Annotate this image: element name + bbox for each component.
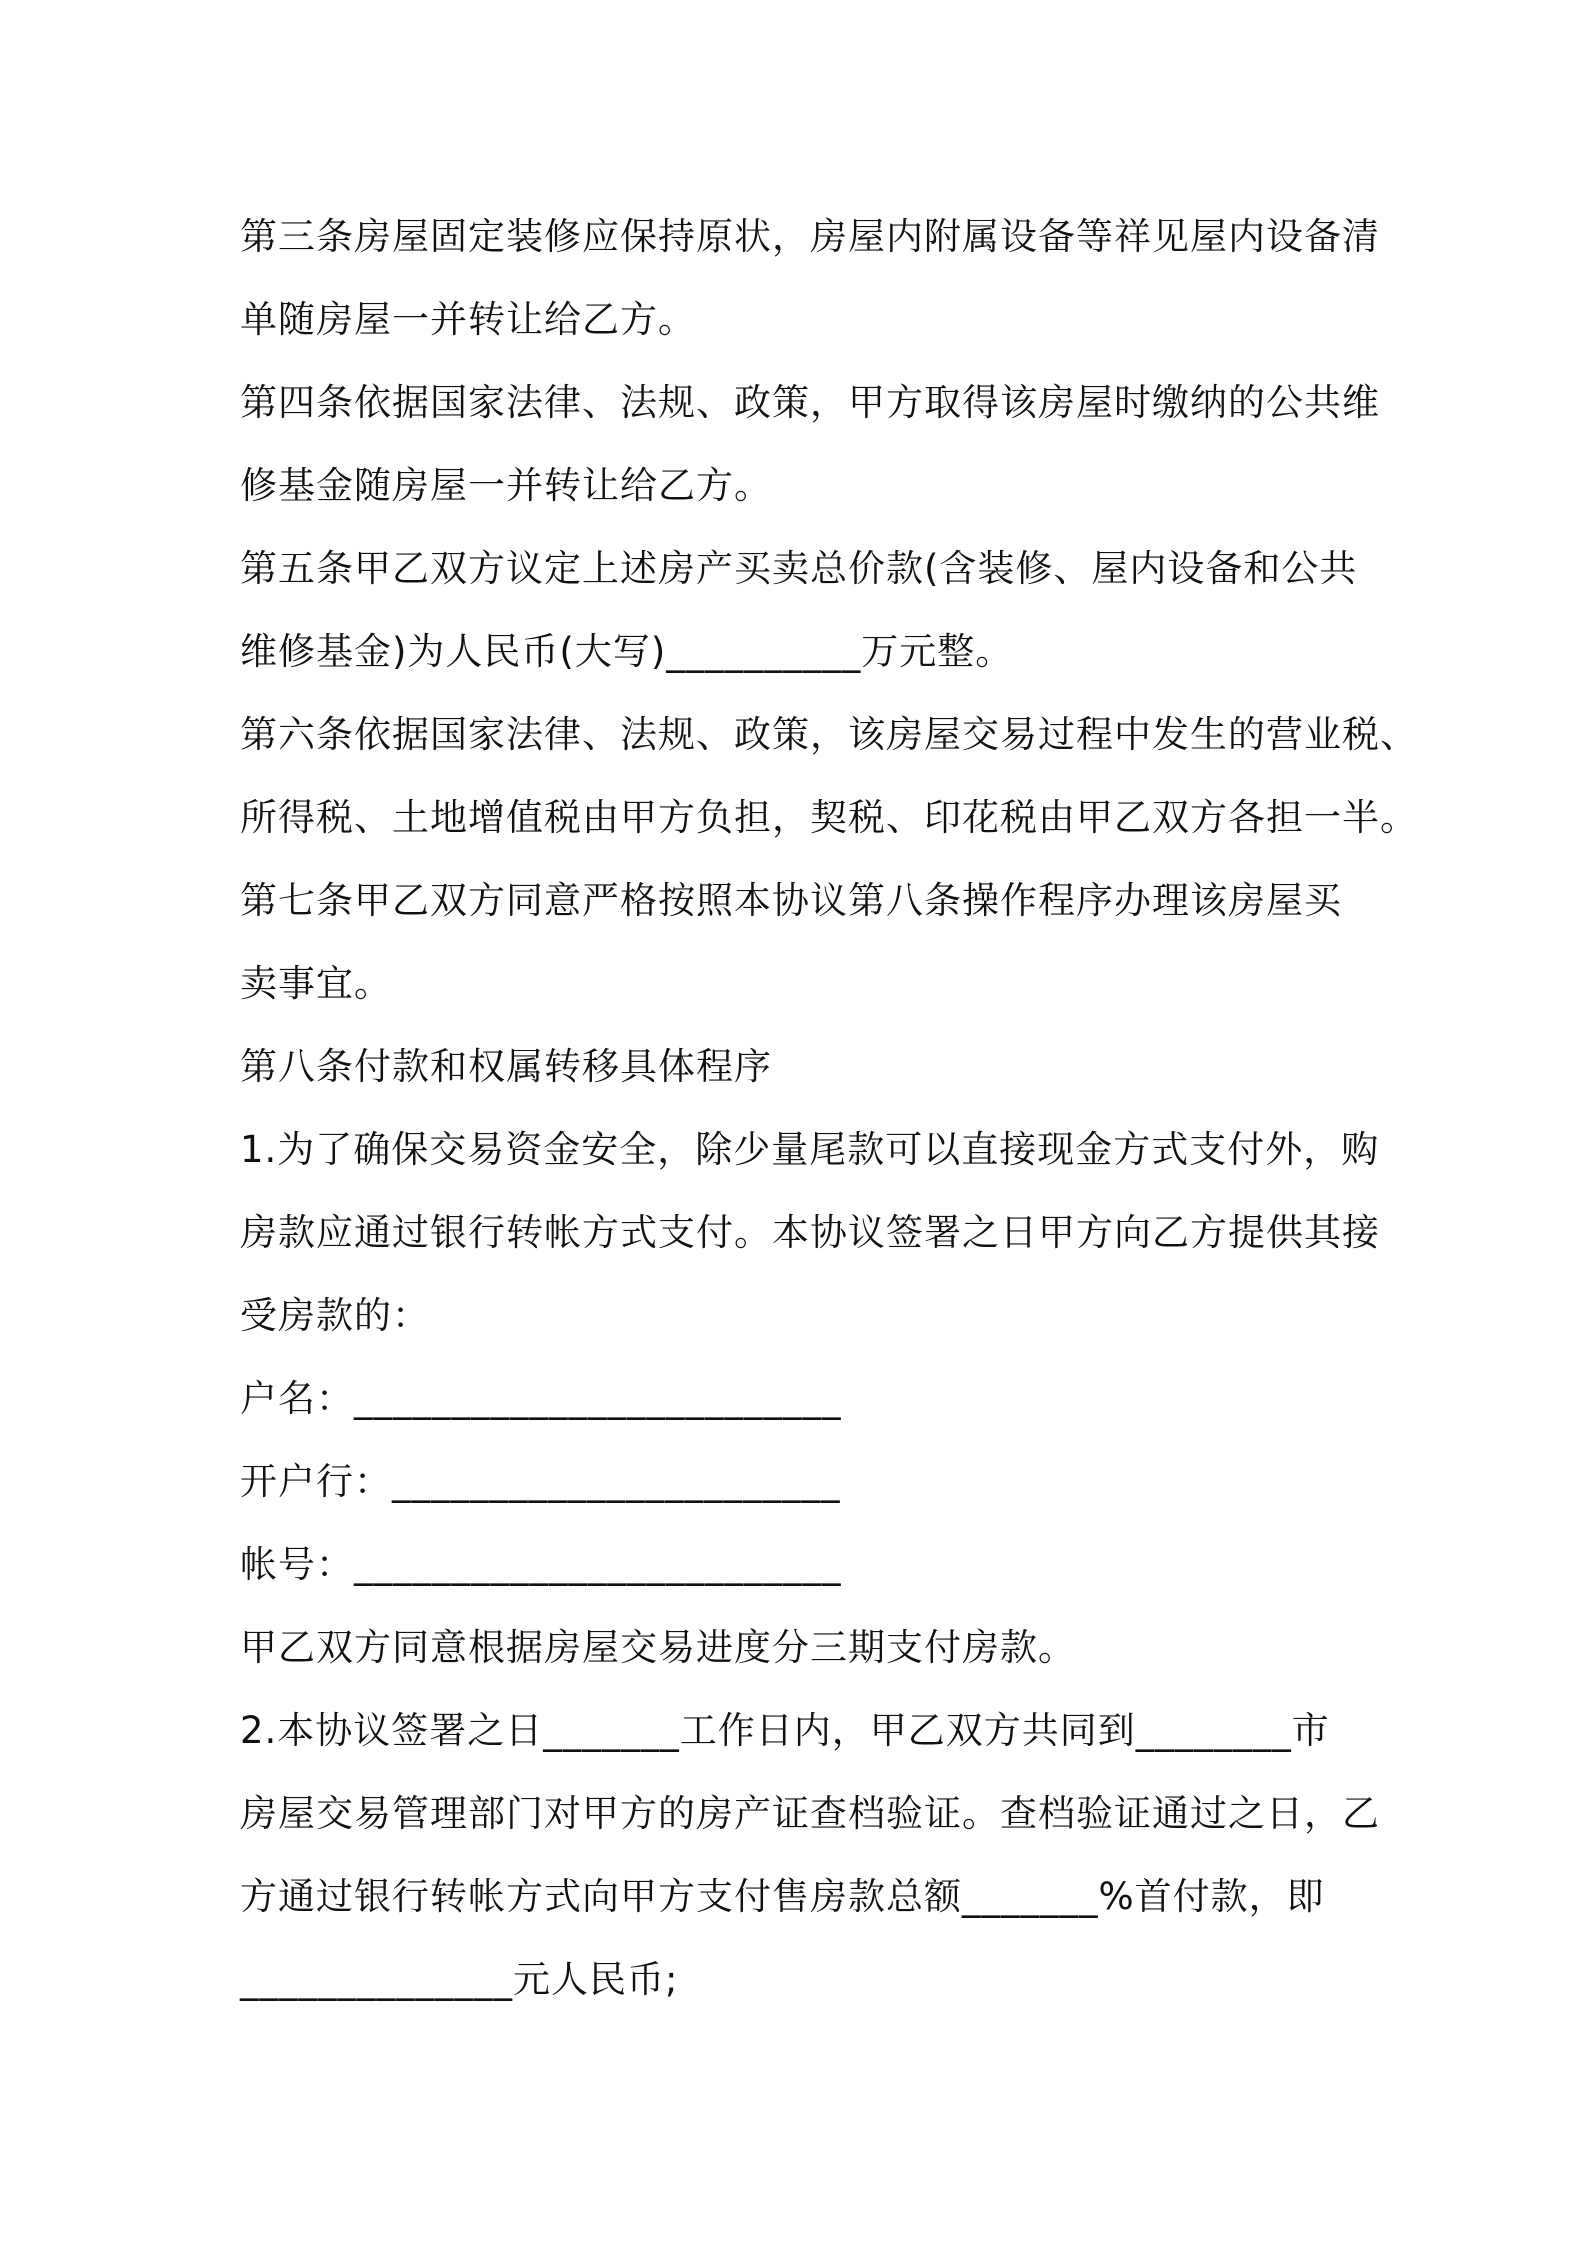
article-3-line-2: 单随房屋一并转让给乙方。 — [240, 298, 696, 341]
article-7-line-1: 第七条甲乙双方同意严格按照本协议第八条操作程序办理该房屋买 — [240, 879, 1342, 922]
clause-1-line-2: 房款应通过银行转帐方式支付。本协议签署之日甲方向乙方提供其接 — [240, 1211, 1380, 1254]
article-7-line-2: 卖事宜。 — [240, 962, 392, 1005]
article-3-line-1: 第三条房屋固定装修应保持原状，房屋内附属设备等祥见屋内设备清 — [240, 215, 1380, 258]
article-8-heading: 第八条付款和权属转移具体程序 — [240, 1045, 772, 1088]
article-5-line-1: 第五条甲乙双方议定上述房产买卖总价款(含装修、屋内设备和公共 — [240, 547, 1358, 590]
clause-1-line-1: 1.为了确保交易资金安全，除少量尾款可以直接现金方式支付外，购 — [240, 1128, 1380, 1171]
article-6-line-2: 所得税、土地增值税由甲方负担，契税、印花税由甲乙双方各担一半。 — [240, 796, 1418, 839]
bank-name-field: 开户行：_______________________ — [240, 1460, 841, 1503]
article-6-line-1: 第六条依据国家法律、法规、政策，该房屋交易过程中发生的营业税、 — [240, 713, 1418, 756]
account-name-field: 户名：_________________________ — [240, 1377, 842, 1420]
clause-1-line-3: 受房款的： — [240, 1294, 430, 1337]
payment-schedule-line: 甲乙双方同意根据房屋交易进度分三期支付房款。 — [240, 1626, 1076, 1669]
article-5-line-2: 维修基金)为人民币(大写)__________万元整。 — [240, 630, 1014, 673]
clause-2-line-2: 房屋交易管理部门对甲方的房产证查档验证。查档验证通过之日，乙 — [240, 1792, 1380, 1835]
document-body — [240, 195, 1418, 2021]
article-4-line-2: 修基金随房屋一并转让给乙方。 — [240, 464, 772, 507]
account-number-field: 帐号：_________________________ — [240, 1543, 842, 1586]
article-4-line-1: 第四条依据国家法律、法规、政策，甲方取得该房屋时缴纳的公共维 — [240, 381, 1380, 424]
clause-2-line-3: 方通过银行转帐方式向甲方支付售房款总额_______%首付款，即 — [240, 1875, 1325, 1918]
clause-2-line-4: ______________元人民币; — [240, 1958, 679, 2001]
clause-2-line-1: 2.本协议签署之日_______工作日内，甲乙双方共同到________市 — [240, 1709, 1330, 1752]
